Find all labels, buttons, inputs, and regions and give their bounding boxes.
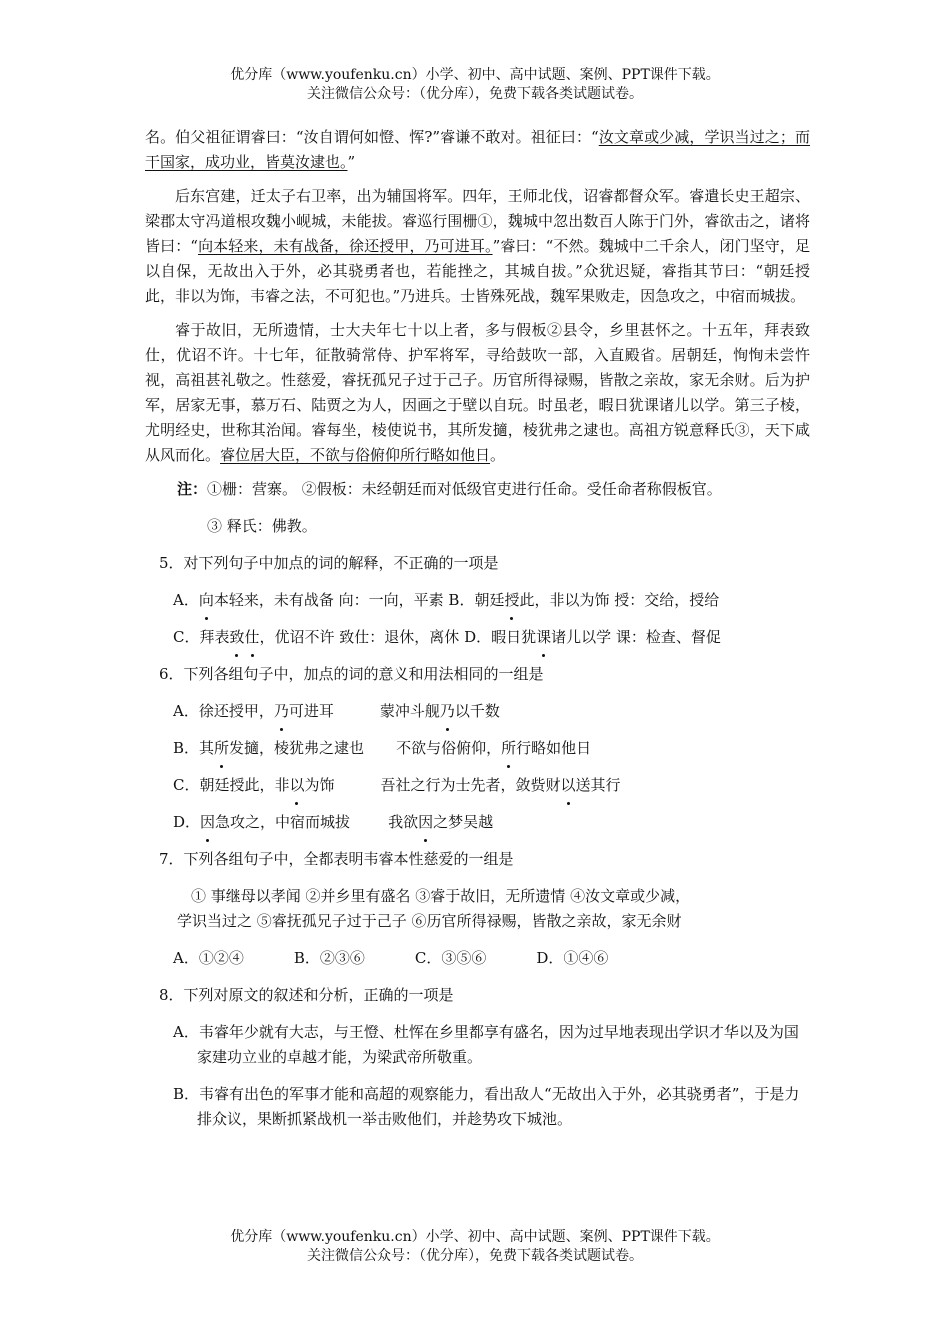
text-span: 我欲 xyxy=(388,813,419,831)
option-c-label: C．拜表 xyxy=(173,628,230,646)
text-span: 可进耳 xyxy=(288,702,334,720)
text-span: 。 xyxy=(490,446,506,464)
dotted-word: 因 xyxy=(200,810,215,835)
question-7-items xyxy=(177,884,810,934)
question-6-stem: 6．下列各组句子中，加点的词的意义和用法相同的一组是 xyxy=(159,665,544,683)
option-d-text: 诸儿以学 课：检查、督促 xyxy=(551,628,721,646)
passage-paragraph-1 xyxy=(145,125,810,175)
page-header xyxy=(0,66,950,104)
text-span: ”睿曰：“不然。魏城中二千余人，闭门坚守，足以自保，无故出入于外，必其骁勇者也，若能挫之，其城自拔。”众犹迟疑，睿指其节曰：“朝廷授此，非以为饰，韦睿之法，不可犯也。”乃进兵。士皆殊死战，魏军果败走，因急攻之，中宿而城拔。 xyxy=(145,237,810,305)
passage-paragraph-2 xyxy=(145,184,810,309)
text-span: 送其行 xyxy=(575,776,621,794)
underlined-sentence-2: 向本轻来，未有战备，徐还授甲，乃可进耳。 xyxy=(197,237,493,255)
question-5-options-ab xyxy=(173,588,810,613)
text-span: 以千数 xyxy=(454,702,500,720)
question-6-option-b xyxy=(173,736,810,761)
question-5-options-cd xyxy=(173,625,810,650)
underlined-sentence-1: 汝文章或少减，学识当过之；而干国家，成功业，皆莫汝逮也。 xyxy=(145,128,810,171)
text-span: 名。伯父祖征谓睿曰：“汝自谓何如憕、恽?”睿谦不敢对。祖征曰：“ xyxy=(145,128,599,146)
dotted-word: 以 xyxy=(289,773,304,798)
document-body xyxy=(145,125,810,1132)
dotted-word: 授 xyxy=(504,588,519,613)
dotted-word: 仕 xyxy=(245,625,260,650)
text-span: A．徐还授甲， xyxy=(173,702,274,720)
text-span: 急攻之，中宿而城拔 xyxy=(215,813,351,831)
page-footer xyxy=(0,1228,950,1266)
text-span: 蒙冲斗舰 xyxy=(379,702,440,720)
header-line-1: 优分库（www.youfenku.cn）小学、初中、高中试题、案例、PPT课件下载。 xyxy=(230,67,720,83)
dotted-word: 所 xyxy=(214,736,229,761)
text-span: 吾社之行为士先者，敛赀财 xyxy=(380,776,561,794)
option-a-text: 本轻来，未有战备 向：一向，平素 xyxy=(213,591,444,609)
dotted-word: 因 xyxy=(418,810,433,835)
underlined-sentence-3: 睿位居大臣，不欲与俗俯仰所行略如他日 xyxy=(220,446,491,464)
annotation-line-1 xyxy=(177,477,810,502)
dotted-word: 所 xyxy=(501,736,516,761)
option-a-label: A． xyxy=(173,591,199,609)
dotted-word: 致 xyxy=(229,625,244,650)
text-span: D． xyxy=(173,813,201,831)
dotted-word: 以 xyxy=(561,773,576,798)
passage-paragraph-3 xyxy=(145,318,810,468)
option-d-label: D．暇日犹 xyxy=(464,628,537,646)
text-span: B．其 xyxy=(173,739,215,757)
text-span: 行略如他日 xyxy=(516,739,592,757)
dotted-word: 课 xyxy=(536,625,551,650)
question-6-option-c xyxy=(173,773,810,798)
dotted-word: 乃 xyxy=(440,699,455,724)
dotted-word: 乃 xyxy=(274,699,289,724)
question-6-option-d xyxy=(173,810,810,835)
annotation-label: 注： xyxy=(177,480,208,498)
header-line-2: 关注微信公众号：（优分库），免费下载各类试题试卷。 xyxy=(307,86,643,102)
option-b-text: 此，非以为饰 授：交给，授给 xyxy=(519,591,720,609)
question-7-items-line-2: 学识当过之 ⑤睿抚孤兄子过于己子 ⑥历官所得禄赐，皆散之亲故，家无余财 xyxy=(177,912,682,930)
question-8-stem: 8．下列对原文的叙述和分析，正确的一项是 xyxy=(159,986,454,1004)
question-7-stem: 7．下列各组句子中，全都表明韦睿本性慈爱的一组是 xyxy=(159,850,514,868)
question-8-option-a: A．韦睿年少就有大志，与王憕、杜恽在乡里都享有盛名，因为过早地表现出学识才华以及为国家建功立业的卓越才能，为梁武帝所敬重。 xyxy=(173,1023,799,1066)
question-6-option-a xyxy=(173,699,810,724)
footer-line-2: 关注微信公众号：（优分库），免费下载各类试题试卷。 xyxy=(307,1248,643,1264)
option-d: D．①④⑥ xyxy=(536,949,609,967)
question-7-items-line-1: ① 事继母以孝闻 ②并乡里有盛名 ③睿于故旧，无所遗情 ④汝文章或少减， xyxy=(191,887,691,905)
text-span: ” xyxy=(347,153,356,171)
text-span: 发擿，棱犹弗之逮也 xyxy=(229,739,365,757)
question-5-stem: 5．对下列句子中加点的词的解释，不正确的一项是 xyxy=(159,554,499,572)
option-a: A．①②④ xyxy=(173,949,244,967)
option-c-text: ，优诏不许 致仕：退休，离休 xyxy=(259,628,460,646)
question-7-options xyxy=(173,946,810,971)
option-b: B．②③⑥ xyxy=(293,949,365,967)
footer-line-1: 优分库（www.youfenku.cn）小学、初中、高中试题、案例、PPT课件下载。 xyxy=(230,1229,720,1245)
dotted-word: 向 xyxy=(199,588,214,613)
annotation-line-2: ③ 释氏：佛教。 xyxy=(207,517,317,535)
question-8-option-b: B．韦睿有出色的军事才能和高超的观察能力，看出敌人“无故出入于外，必其骁勇者”，于是力排众议，果断抓紧战机一举击败他们，并趁势攻下城池。 xyxy=(173,1085,800,1128)
option-c: C．③⑤⑥ xyxy=(414,949,487,967)
text-span: 睿于故旧，无所遗情，士大夫年七十以上者，多与假板②县令，乡里甚怀之。十五年，拜表致仕，优诏不许。十七年，征散骑常侍、护军将军，寻给鼓吹一部，入直殿省。居朝廷，恂恂未尝忤视，高祖甚礼敬之。性慈爱，睿抚孤兄子过于己子。历官所得禄赐，皆散之亲故，家无余财。后为护军，居家无事，慕万石、陆贾之为人，因画之于壁以自玩。时虽老，暇日犹课诸儿以学。第三子棱，尤明经史，世称其治闻。睿每坐，棱使说书，其所发擿，棱犹弗之逮也。高祖方锐意释氏③，天下咸从风而化。 xyxy=(145,321,810,464)
text-span: 后东宫建，迁太子右卫率，出为辅国将军。四年，王师北伐，诏睿都督众军。睿遣长史王超宗、梁郡太守冯道根攻魏小岘城，未能拔。睿巡行围栅①，魏城中忽出数百人陈于门外，睿欲击之，诸将皆曰：“ xyxy=(145,187,810,255)
option-b-label: B．朝廷 xyxy=(448,591,505,609)
text-span: 不欲与俗俯仰， xyxy=(396,739,502,757)
text-span: C．朝廷授此，非 xyxy=(173,776,290,794)
text-span: 之梦吴越 xyxy=(433,813,494,831)
annotation-text: ①栅：营寨。 ②假板：未经朝廷而对低级官吏进行任命。受任命者称假板官。 xyxy=(207,480,722,498)
text-span: 为饰 xyxy=(304,776,335,794)
